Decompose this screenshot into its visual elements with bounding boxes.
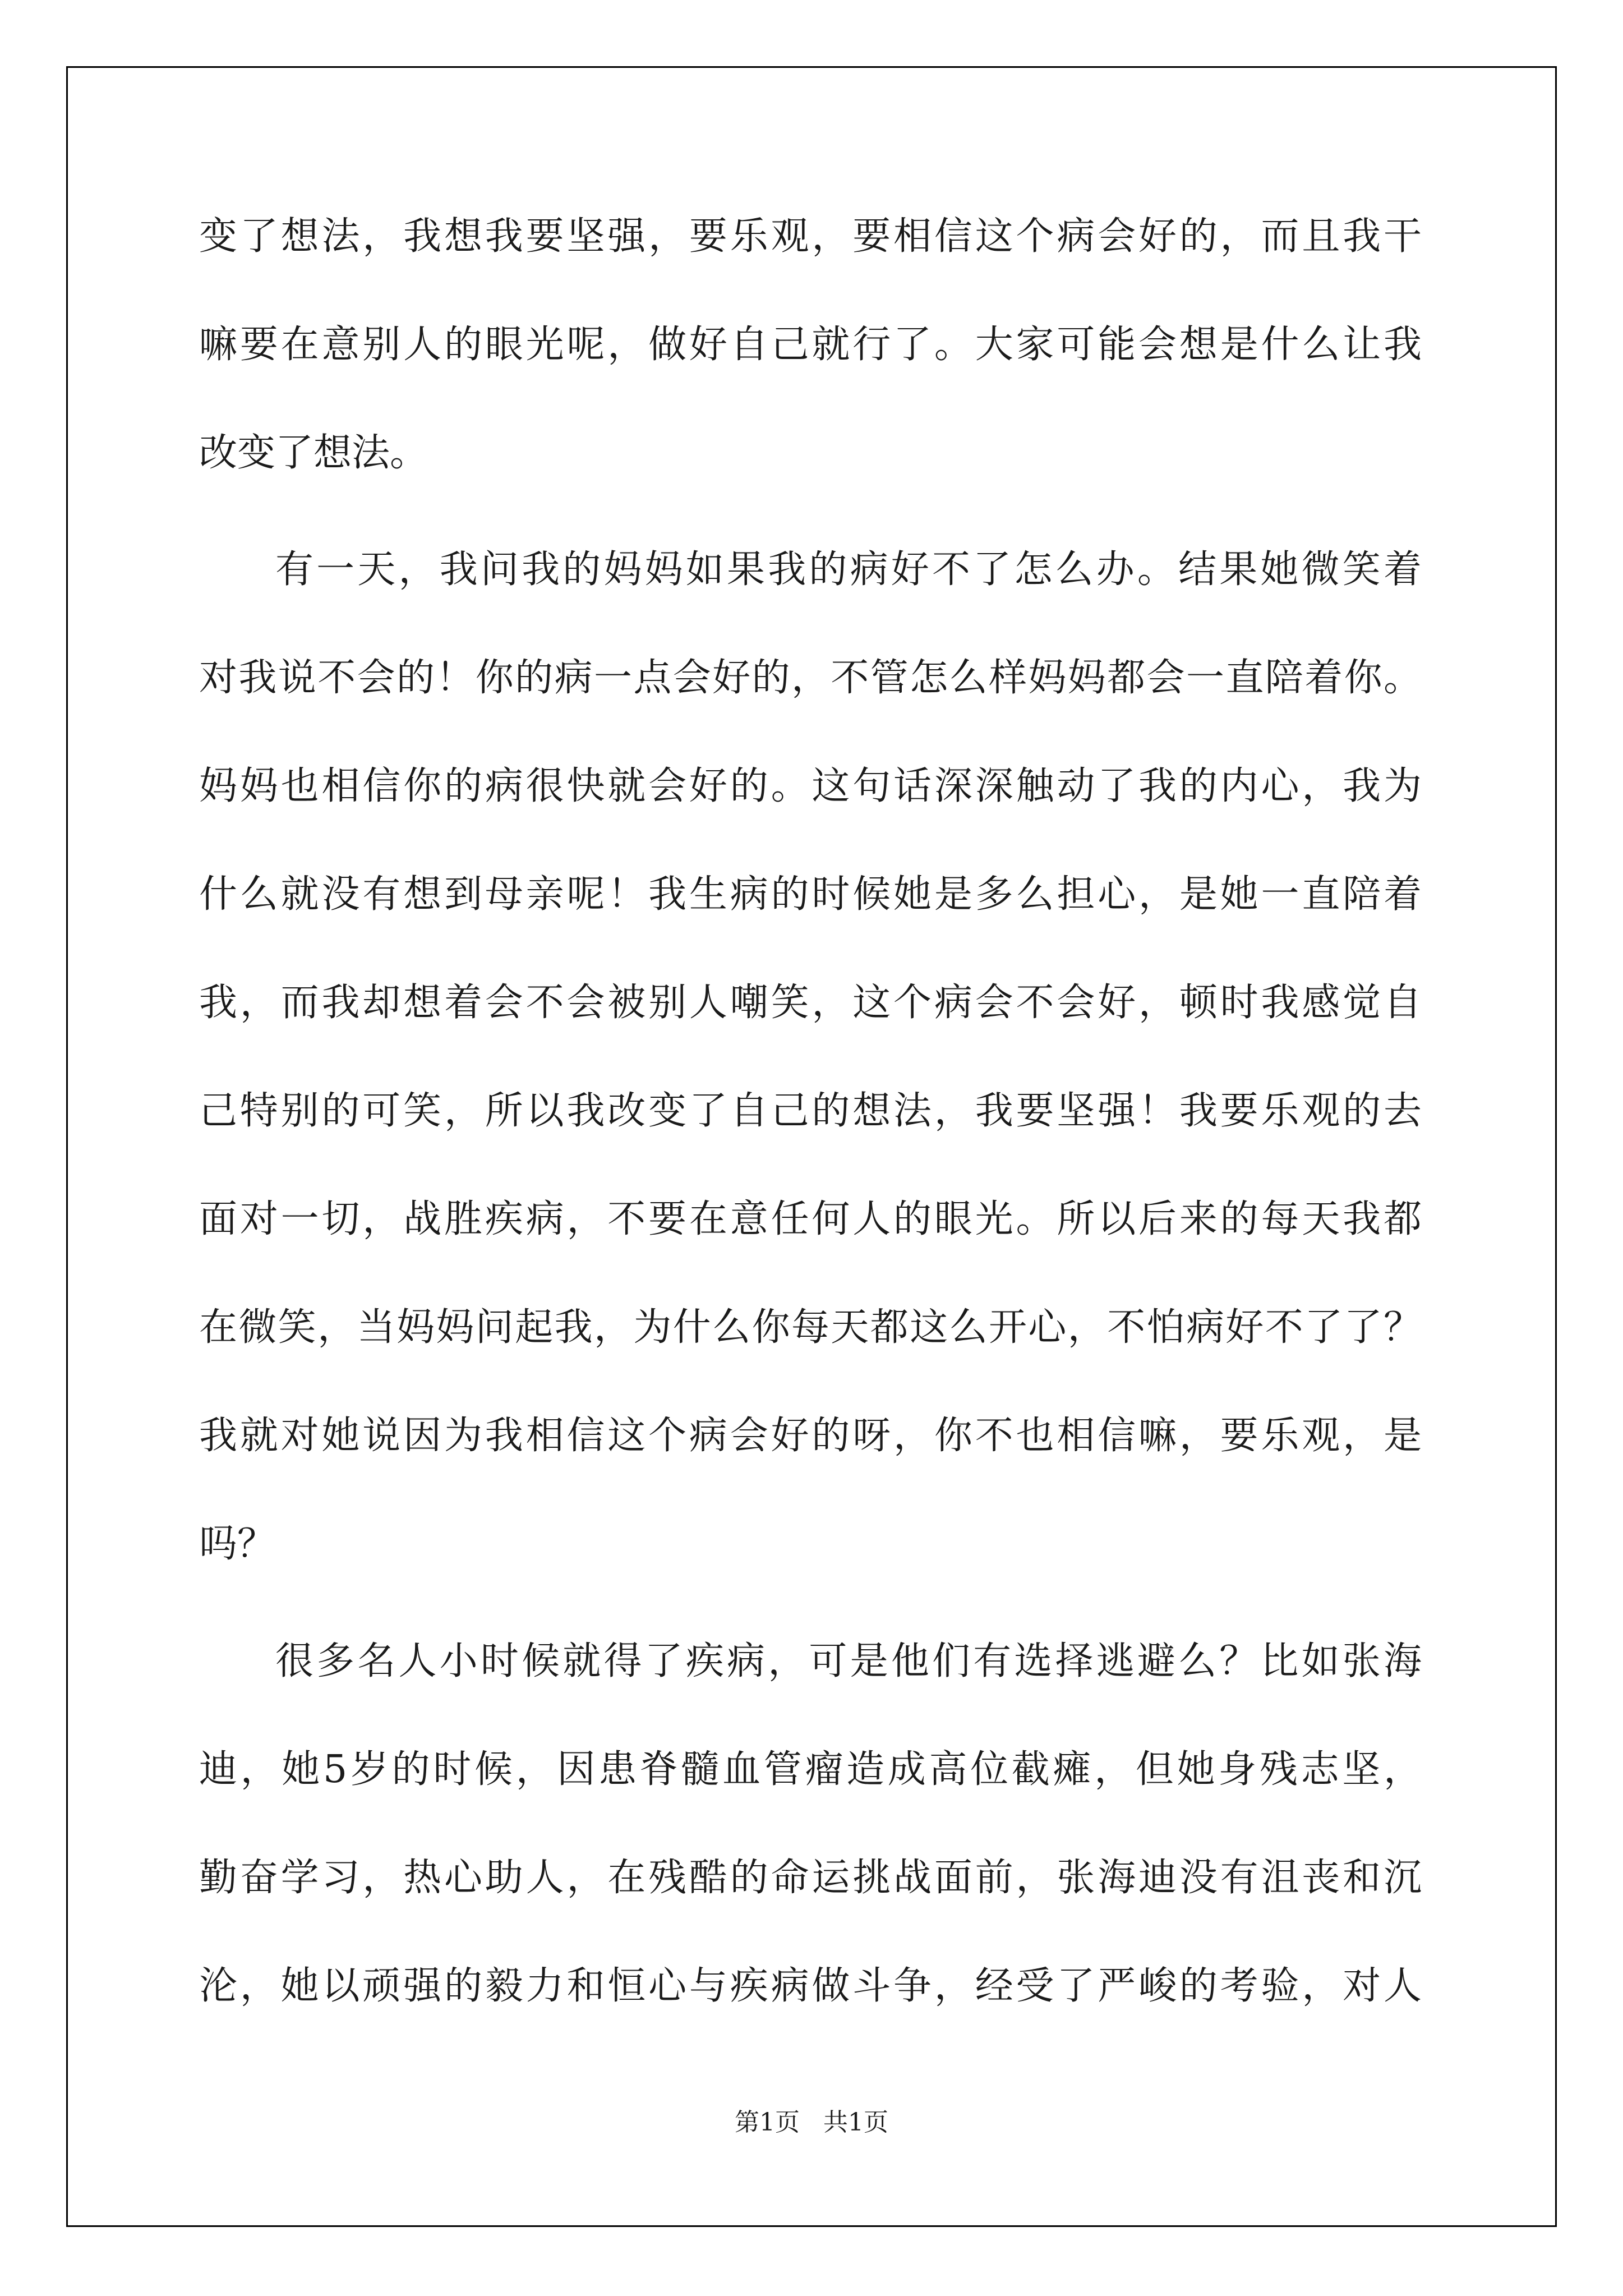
- text-line: 对我说不会的！你的病一点会好的，不管怎么样妈妈都会一直陪着你。: [199, 656, 1422, 700]
- paragraph-first-line: 很多名人小时候就得了疾病，可是他们有选择逃避么？比如张海: [275, 1639, 1422, 1683]
- text-line: 改变了想法。: [199, 431, 428, 475]
- text-line: 我就对她说因为我相信这个病会好的呀，你不也相信嘛，要乐观，是: [199, 1414, 1422, 1458]
- text-line: 在微笑，当妈妈问起我，为什么你每天都这么开心，不怕病好不了了？: [199, 1305, 1422, 1350]
- text-line: 吗？: [199, 1522, 276, 1566]
- text-line: 妈妈也相信你的病很快就会好的。这句话深深触动了我的内心，我为: [199, 764, 1422, 808]
- text-line: 什么就没有想到母亲呢！我生病的时候她是多么担心，是她一直陪着: [199, 872, 1422, 917]
- text-line: 迪，她5岁的时候，因患脊髓血管瘤造成高位截瘫，但她身残志坚，: [199, 1747, 1422, 1792]
- text-line: 面对一切，战胜疾病，不要在意任何人的眼光。所以后来的每天我都: [199, 1197, 1422, 1241]
- text-line: 己特别的可笑，所以我改变了自己的想法，我要坚强！我要乐观的去: [199, 1089, 1422, 1133]
- paragraph-first-line: 有一天，我问我的妈妈如果我的病好不了怎么办。结果她微笑着: [275, 547, 1422, 592]
- page-footer: 第1页 共1页: [735, 2108, 888, 2137]
- text-line: 我，而我却想着会不会被别人嘲笑，这个病会不会好，顿时我感觉自: [199, 981, 1422, 1025]
- text-line: 变了想法，我想我要坚强，要乐观，要相信这个病会好的，而且我干: [199, 214, 1422, 259]
- text-line: 沦，她以顽强的毅力和恒心与疾病做斗争，经受了严峻的考验，对人: [199, 1964, 1422, 2008]
- text-line: 勤奋学习，热心助人，在残酷的命运挑战面前，张海迪没有沮丧和沉: [199, 1856, 1422, 1900]
- text-line: 嘛要在意别人的眼光呢，做好自己就行了。大家可能会想是什么让我: [199, 323, 1422, 367]
